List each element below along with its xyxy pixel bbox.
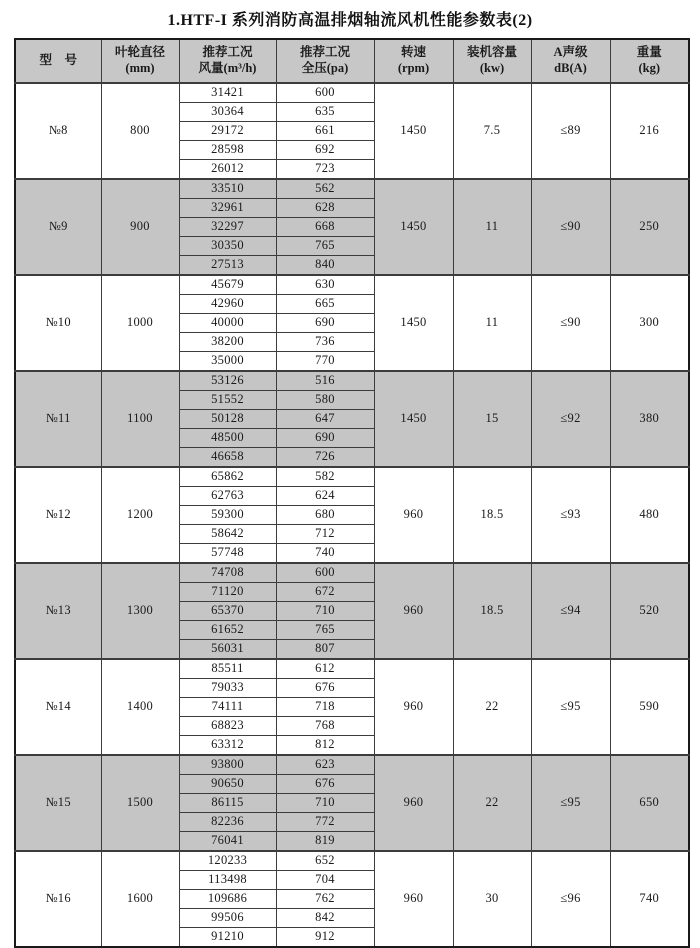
header-label: 装机容量 [466, 45, 517, 60]
pressure-cell: 762 [276, 890, 374, 909]
weight-cell: 590 [610, 659, 689, 755]
noise-cell: ≤89 [531, 83, 610, 179]
flow-cell: 42960 [179, 295, 276, 314]
flow-cell: 59300 [179, 506, 276, 525]
rpm-cell: 1450 [374, 275, 453, 371]
header-unit: 全压(pa) [301, 61, 349, 75]
flow-cell: 56031 [179, 640, 276, 660]
pressure-cell: 710 [276, 794, 374, 813]
table-row [15, 371, 689, 391]
pressure-cell: 680 [276, 506, 374, 525]
pressure-cell: 665 [276, 295, 374, 314]
diameter-cell: 1600 [101, 851, 179, 947]
flow-cell: 62763 [179, 487, 276, 506]
model-cell: №11 [15, 371, 101, 467]
pressure-cell: 765 [276, 237, 374, 256]
pressure-cell: 624 [276, 487, 374, 506]
table-row [15, 83, 689, 103]
flow-cell: 51552 [179, 391, 276, 410]
flow-cell: 50128 [179, 410, 276, 429]
noise-cell: ≤95 [531, 659, 610, 755]
diameter-cell: 1500 [101, 755, 179, 851]
flow-cell: 93800 [179, 755, 276, 775]
flow-cell: 120233 [179, 851, 276, 871]
header-label: 型 号 [39, 53, 77, 68]
power-cell: 22 [453, 659, 531, 755]
power-cell: 30 [453, 851, 531, 947]
noise-cell: ≤93 [531, 467, 610, 563]
pressure-cell: 652 [276, 851, 374, 871]
weight-cell: 520 [610, 563, 689, 659]
header-unit: (rpm) [397, 61, 430, 75]
table-row [15, 275, 689, 295]
flow-cell: 63312 [179, 736, 276, 756]
diameter-cell: 1200 [101, 467, 179, 563]
pressure-cell: 718 [276, 698, 374, 717]
power-cell: 18.5 [453, 467, 531, 563]
noise-cell: ≤92 [531, 371, 610, 467]
diameter-cell: 800 [101, 83, 179, 179]
weight-cell: 650 [610, 755, 689, 851]
col-header-pressure [276, 39, 374, 83]
header-row [15, 39, 689, 83]
table-row [15, 755, 689, 775]
header-label: A声级 [553, 45, 588, 60]
model-cell: №16 [15, 851, 101, 947]
pressure-cell: 772 [276, 813, 374, 832]
parameters-table [14, 38, 690, 948]
diameter-cell: 1000 [101, 275, 179, 371]
flow-cell: 65370 [179, 602, 276, 621]
model-cell: №8 [15, 83, 101, 179]
pressure-cell: 768 [276, 717, 374, 736]
header-label: 重量 [636, 45, 662, 60]
flow-cell: 31421 [179, 83, 276, 103]
model-cell: №9 [15, 179, 101, 275]
header-unit: (kw) [479, 61, 505, 75]
col-header-rpm [374, 39, 453, 83]
pressure-cell: 661 [276, 122, 374, 141]
page-title: 1.HTF-I 系列消防高温排烟轴流风机性能参数表(2) [167, 12, 533, 29]
flow-cell: 28598 [179, 141, 276, 160]
pressure-cell: 740 [276, 544, 374, 564]
header-label: 叶轮直径 [114, 45, 165, 60]
rpm-cell: 1450 [374, 371, 453, 467]
flow-cell: 30350 [179, 237, 276, 256]
noise-cell: ≤90 [531, 275, 610, 371]
pressure-cell: 710 [276, 602, 374, 621]
pressure-cell: 562 [276, 179, 374, 199]
pressure-cell: 690 [276, 429, 374, 448]
noise-cell: ≤96 [531, 851, 610, 947]
model-cell: №12 [15, 467, 101, 563]
col-header-model [15, 39, 101, 83]
power-cell: 11 [453, 275, 531, 371]
pressure-cell: 736 [276, 333, 374, 352]
flow-cell: 27513 [179, 256, 276, 276]
pressure-cell: 630 [276, 275, 374, 295]
flow-cell: 71120 [179, 583, 276, 602]
rpm-cell: 960 [374, 851, 453, 947]
header-unit: 风量(m³/h) [198, 61, 257, 75]
pressure-cell: 516 [276, 371, 374, 391]
flow-cell: 65862 [179, 467, 276, 487]
diameter-cell: 1400 [101, 659, 179, 755]
header-unit: (kg) [638, 61, 661, 75]
pressure-cell: 690 [276, 314, 374, 333]
pressure-cell: 812 [276, 736, 374, 756]
weight-cell: 250 [610, 179, 689, 275]
flow-cell: 99506 [179, 909, 276, 928]
pressure-cell: 628 [276, 199, 374, 218]
power-cell: 18.5 [453, 563, 531, 659]
rpm-cell: 1450 [374, 83, 453, 179]
flow-cell: 91210 [179, 928, 276, 948]
flow-cell: 33510 [179, 179, 276, 199]
rpm-cell: 960 [374, 467, 453, 563]
table-row [15, 851, 689, 871]
pressure-cell: 582 [276, 467, 374, 487]
flow-cell: 113498 [179, 871, 276, 890]
pressure-cell: 819 [276, 832, 374, 852]
pressure-cell: 676 [276, 679, 374, 698]
header-label: 推荐工况 [202, 45, 253, 60]
diameter-cell: 1300 [101, 563, 179, 659]
col-header-diameter [101, 39, 179, 83]
col-header-weight [610, 39, 689, 83]
pressure-cell: 676 [276, 775, 374, 794]
table-body [15, 83, 689, 947]
rpm-cell: 960 [374, 659, 453, 755]
col-header-noise [531, 39, 610, 83]
rpm-cell: 960 [374, 755, 453, 851]
weight-cell: 740 [610, 851, 689, 947]
table-row [15, 659, 689, 679]
rpm-cell: 1450 [374, 179, 453, 275]
power-cell: 7.5 [453, 83, 531, 179]
noise-cell: ≤94 [531, 563, 610, 659]
flow-cell: 74708 [179, 563, 276, 583]
diameter-cell: 900 [101, 179, 179, 275]
pressure-cell: 712 [276, 525, 374, 544]
pressure-cell: 668 [276, 218, 374, 237]
pressure-cell: 635 [276, 103, 374, 122]
flow-cell: 79033 [179, 679, 276, 698]
flow-cell: 61652 [179, 621, 276, 640]
model-cell: №10 [15, 275, 101, 371]
pressure-cell: 600 [276, 83, 374, 103]
pressure-cell: 765 [276, 621, 374, 640]
flow-cell: 109686 [179, 890, 276, 909]
flow-cell: 40000 [179, 314, 276, 333]
col-header-flow [179, 39, 276, 83]
flow-cell: 26012 [179, 160, 276, 180]
flow-cell: 48500 [179, 429, 276, 448]
pressure-cell: 726 [276, 448, 374, 468]
table-row [15, 467, 689, 487]
table-row [15, 179, 689, 199]
pressure-cell: 600 [276, 563, 374, 583]
flow-cell: 74111 [179, 698, 276, 717]
col-header-power [453, 39, 531, 83]
pressure-cell: 770 [276, 352, 374, 372]
pressure-cell: 704 [276, 871, 374, 890]
pressure-cell: 912 [276, 928, 374, 948]
flow-cell: 82236 [179, 813, 276, 832]
flow-cell: 90650 [179, 775, 276, 794]
pressure-cell: 842 [276, 909, 374, 928]
power-cell: 22 [453, 755, 531, 851]
weight-cell: 216 [610, 83, 689, 179]
pressure-cell: 647 [276, 410, 374, 429]
pressure-cell: 612 [276, 659, 374, 679]
flow-cell: 29172 [179, 122, 276, 141]
flow-cell: 38200 [179, 333, 276, 352]
flow-cell: 35000 [179, 352, 276, 372]
flow-cell: 68823 [179, 717, 276, 736]
flow-cell: 57748 [179, 544, 276, 564]
pressure-cell: 723 [276, 160, 374, 180]
flow-cell: 32297 [179, 218, 276, 237]
model-cell: №13 [15, 563, 101, 659]
flow-cell: 86115 [179, 794, 276, 813]
header-unit: (mm) [125, 61, 155, 75]
flow-cell: 45679 [179, 275, 276, 295]
rpm-cell: 960 [374, 563, 453, 659]
header-label: 推荐工况 [299, 45, 350, 60]
weight-cell: 380 [610, 371, 689, 467]
model-cell: №15 [15, 755, 101, 851]
power-cell: 15 [453, 371, 531, 467]
noise-cell: ≤95 [531, 755, 610, 851]
power-cell: 11 [453, 179, 531, 275]
header-label: 转速 [400, 45, 426, 60]
pressure-cell: 623 [276, 755, 374, 775]
flow-cell: 58642 [179, 525, 276, 544]
model-cell: №14 [15, 659, 101, 755]
flow-cell: 53126 [179, 371, 276, 391]
pressure-cell: 840 [276, 256, 374, 276]
flow-cell: 30364 [179, 103, 276, 122]
flow-cell: 76041 [179, 832, 276, 852]
noise-cell: ≤90 [531, 179, 610, 275]
pressure-cell: 580 [276, 391, 374, 410]
weight-cell: 480 [610, 467, 689, 563]
pressure-cell: 807 [276, 640, 374, 660]
diameter-cell: 1100 [101, 371, 179, 467]
pressure-cell: 672 [276, 583, 374, 602]
table-row [15, 563, 689, 583]
table-header [15, 39, 689, 83]
header-unit: dB(A) [554, 61, 587, 75]
pressure-cell: 692 [276, 141, 374, 160]
flow-cell: 46658 [179, 448, 276, 468]
flow-cell: 32961 [179, 199, 276, 218]
flow-cell: 85511 [179, 659, 276, 679]
weight-cell: 300 [610, 275, 689, 371]
